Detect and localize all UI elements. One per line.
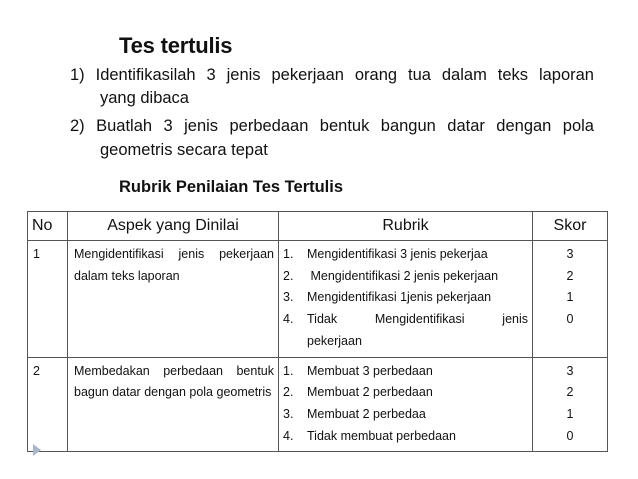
row-number: 2 (28, 357, 68, 452)
header-aspek: Aspek yang Dinilai (68, 212, 279, 241)
rubric-item: 3. Membuat 2 perbedaa (283, 406, 426, 421)
table-header-row (28, 212, 608, 241)
table-row (28, 357, 608, 452)
instruction-2-text: Buatlah 3 jenis perbedaan bentuk bangun datar dengan pola (96, 117, 594, 135)
rubric-item: 3. Mengidentifikasi 1jenis pekerjaan (283, 290, 492, 305)
rubric-item: 1. Mengidentifikasi 3 jenis pekerjaa (283, 247, 488, 261)
rubric-title: Rubrik Penilaian Tes Tertulis (119, 178, 344, 196)
instruction-1-number: 1) (70, 66, 85, 84)
instruction-item-1 (70, 64, 594, 86)
page-title: Tes tertulis (119, 33, 233, 58)
row-skor: 3 2 1 0 (533, 357, 608, 452)
rubric-table (27, 211, 608, 452)
instruction-1-continuation: yang dibaca (100, 89, 189, 107)
header-skor: Skor (533, 212, 608, 241)
instruction-item-2 (70, 115, 594, 137)
triangle-right-icon (33, 444, 41, 456)
row-aspek: Membedakan perbedaan bentuk bagun datar dengan pola geometris (68, 357, 279, 452)
rubric-item: 1. Membuat 3 perbedaan (283, 363, 433, 378)
rubric-item: 2. Mengidentifikasi 2 jenis pekerjaan (283, 268, 499, 283)
header-no: No (28, 212, 68, 241)
instruction-2-number: 2) (70, 117, 85, 135)
row-rubrik (279, 357, 533, 452)
instruction-2-continuation: geometris secara tepat (100, 141, 268, 159)
row-aspek: Mengidentifikasi jenis pekerjaan dalam teks laporan (68, 241, 279, 358)
row-rubrik (279, 241, 533, 358)
rubric-item: 4. Tidak Mengidentifikasi jenis pekerjaan (283, 312, 528, 348)
rubric-item: 4. Tidak membuat perbedaan (283, 428, 456, 443)
row-number: 1 (28, 241, 68, 358)
header-rubrik: Rubrik (279, 212, 533, 241)
row-skor: 3 2 1 0 (533, 241, 608, 358)
rubric-item: 2. Membuat 2 perbedaan (283, 385, 433, 400)
instruction-1-text: Identifikasilah 3 jenis pekerjaan orang tua dalam teks laporan (95, 66, 594, 84)
table-row (28, 241, 608, 358)
